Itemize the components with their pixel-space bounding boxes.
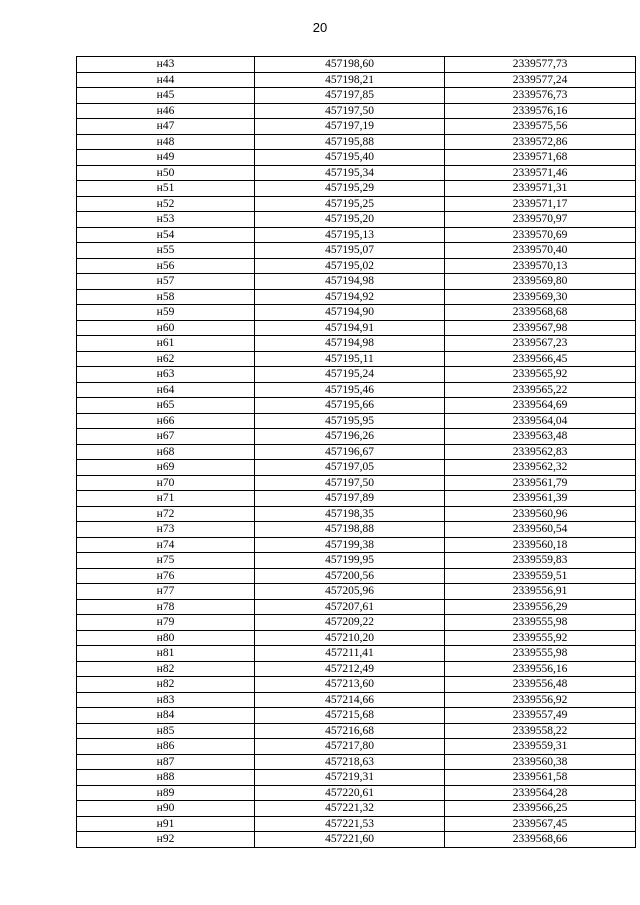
table-row xyxy=(77,630,636,646)
x-coordinate-cell: 457198,88 xyxy=(255,522,445,538)
point-name-cell: н80 xyxy=(77,630,255,646)
y-coordinate-cell: 2339571,46 xyxy=(445,165,636,181)
table-row xyxy=(77,444,636,460)
point-name-cell: н48 xyxy=(77,134,255,150)
y-coordinate-cell: 2339564,69 xyxy=(445,398,636,414)
table-row xyxy=(77,615,636,631)
x-coordinate-cell: 457195,07 xyxy=(255,243,445,259)
table-row xyxy=(77,305,636,321)
y-coordinate-cell: 2339560,96 xyxy=(445,506,636,522)
table-row xyxy=(77,72,636,88)
point-name-cell: н86 xyxy=(77,739,255,755)
table-row xyxy=(77,770,636,786)
y-coordinate-cell: 2339555,98 xyxy=(445,646,636,662)
y-coordinate-cell: 2339559,31 xyxy=(445,739,636,755)
y-coordinate-cell: 2339571,68 xyxy=(445,150,636,166)
table-row xyxy=(77,646,636,662)
x-coordinate-cell: 457209,22 xyxy=(255,615,445,631)
table-row xyxy=(77,801,636,817)
table-row xyxy=(77,258,636,274)
table-row xyxy=(77,227,636,243)
x-coordinate-cell: 457197,85 xyxy=(255,88,445,104)
table-row xyxy=(77,785,636,801)
table-row xyxy=(77,522,636,538)
y-coordinate-cell: 2339576,16 xyxy=(445,103,636,119)
point-name-cell: н74 xyxy=(77,537,255,553)
table-row xyxy=(77,351,636,367)
x-coordinate-cell: 457197,89 xyxy=(255,491,445,507)
y-coordinate-cell: 2339570,13 xyxy=(445,258,636,274)
x-coordinate-cell: 457197,19 xyxy=(255,119,445,135)
table-row xyxy=(77,134,636,150)
x-coordinate-cell: 457195,46 xyxy=(255,382,445,398)
x-coordinate-cell: 457214,66 xyxy=(255,692,445,708)
x-coordinate-cell: 457196,67 xyxy=(255,444,445,460)
y-coordinate-cell: 2339564,28 xyxy=(445,785,636,801)
point-name-cell: н62 xyxy=(77,351,255,367)
table-row xyxy=(77,537,636,553)
x-coordinate-cell: 457195,02 xyxy=(255,258,445,274)
x-coordinate-cell: 457207,61 xyxy=(255,599,445,615)
point-name-cell: н71 xyxy=(77,491,255,507)
point-name-cell: н75 xyxy=(77,553,255,569)
point-name-cell: н51 xyxy=(77,181,255,197)
x-coordinate-cell: 457195,34 xyxy=(255,165,445,181)
point-name-cell: н47 xyxy=(77,119,255,135)
table-row xyxy=(77,739,636,755)
point-name-cell: н69 xyxy=(77,460,255,476)
point-name-cell: н64 xyxy=(77,382,255,398)
y-coordinate-cell: 2339565,22 xyxy=(445,382,636,398)
table-row xyxy=(77,816,636,832)
point-name-cell: н50 xyxy=(77,165,255,181)
point-name-cell: н89 xyxy=(77,785,255,801)
point-name-cell: н72 xyxy=(77,506,255,522)
point-name-cell: н82 xyxy=(77,661,255,677)
point-name-cell: н67 xyxy=(77,429,255,445)
table-row xyxy=(77,88,636,104)
y-coordinate-cell: 2339556,92 xyxy=(445,692,636,708)
point-name-cell: н78 xyxy=(77,599,255,615)
x-coordinate-cell: 457210,20 xyxy=(255,630,445,646)
table-row xyxy=(77,274,636,290)
table-row xyxy=(77,460,636,476)
table-row xyxy=(77,692,636,708)
x-coordinate-cell: 457195,20 xyxy=(255,212,445,228)
table-row xyxy=(77,289,636,305)
point-name-cell: н61 xyxy=(77,336,255,352)
table-row xyxy=(77,677,636,693)
y-coordinate-cell: 2339567,98 xyxy=(445,320,636,336)
table-row xyxy=(77,584,636,600)
y-coordinate-cell: 2339569,30 xyxy=(445,289,636,305)
y-coordinate-cell: 2339560,18 xyxy=(445,537,636,553)
table-row xyxy=(77,243,636,259)
y-coordinate-cell: 2339556,16 xyxy=(445,661,636,677)
y-coordinate-cell: 2339577,73 xyxy=(445,57,636,73)
point-name-cell: н59 xyxy=(77,305,255,321)
y-coordinate-cell: 2339568,68 xyxy=(445,305,636,321)
x-coordinate-cell: 457194,91 xyxy=(255,320,445,336)
x-coordinate-cell: 457198,35 xyxy=(255,506,445,522)
y-coordinate-cell: 2339557,49 xyxy=(445,708,636,724)
point-name-cell: н91 xyxy=(77,816,255,832)
x-coordinate-cell: 457195,24 xyxy=(255,367,445,383)
table-row xyxy=(77,832,636,848)
y-coordinate-cell: 2339559,83 xyxy=(445,553,636,569)
coordinates-table xyxy=(76,56,636,848)
table-row xyxy=(77,103,636,119)
x-coordinate-cell: 457197,05 xyxy=(255,460,445,476)
y-coordinate-cell: 2339561,58 xyxy=(445,770,636,786)
x-coordinate-cell: 457221,32 xyxy=(255,801,445,817)
x-coordinate-cell: 457215,68 xyxy=(255,708,445,724)
table-row xyxy=(77,491,636,507)
point-name-cell: н52 xyxy=(77,196,255,212)
y-coordinate-cell: 2339556,29 xyxy=(445,599,636,615)
y-coordinate-cell: 2339555,98 xyxy=(445,615,636,631)
y-coordinate-cell: 2339561,79 xyxy=(445,475,636,491)
x-coordinate-cell: 457199,95 xyxy=(255,553,445,569)
x-coordinate-cell: 457194,98 xyxy=(255,336,445,352)
table-row xyxy=(77,413,636,429)
y-coordinate-cell: 2339577,24 xyxy=(445,72,636,88)
point-name-cell: н53 xyxy=(77,212,255,228)
x-coordinate-cell: 457197,50 xyxy=(255,475,445,491)
x-coordinate-cell: 457217,80 xyxy=(255,739,445,755)
table-row xyxy=(77,367,636,383)
y-coordinate-cell: 2339556,91 xyxy=(445,584,636,600)
x-coordinate-cell: 457199,38 xyxy=(255,537,445,553)
point-name-cell: н77 xyxy=(77,584,255,600)
point-name-cell: н44 xyxy=(77,72,255,88)
table-row xyxy=(77,336,636,352)
point-name-cell: н70 xyxy=(77,475,255,491)
x-coordinate-cell: 457200,56 xyxy=(255,568,445,584)
point-name-cell: н84 xyxy=(77,708,255,724)
point-name-cell: н45 xyxy=(77,88,255,104)
point-name-cell: н58 xyxy=(77,289,255,305)
table-row xyxy=(77,568,636,584)
point-name-cell: н68 xyxy=(77,444,255,460)
table-row xyxy=(77,382,636,398)
y-coordinate-cell: 2339571,17 xyxy=(445,196,636,212)
point-name-cell: н46 xyxy=(77,103,255,119)
y-coordinate-cell: 2339576,73 xyxy=(445,88,636,104)
table-row xyxy=(77,196,636,212)
x-coordinate-cell: 457195,25 xyxy=(255,196,445,212)
y-coordinate-cell: 2339562,32 xyxy=(445,460,636,476)
x-coordinate-cell: 457195,88 xyxy=(255,134,445,150)
point-name-cell: н43 xyxy=(77,57,255,73)
x-coordinate-cell: 457196,26 xyxy=(255,429,445,445)
y-coordinate-cell: 2339558,22 xyxy=(445,723,636,739)
y-coordinate-cell: 2339561,39 xyxy=(445,491,636,507)
point-name-cell: н63 xyxy=(77,367,255,383)
table-row xyxy=(77,553,636,569)
y-coordinate-cell: 2339567,45 xyxy=(445,816,636,832)
table-row xyxy=(77,708,636,724)
point-name-cell: н60 xyxy=(77,320,255,336)
table-row xyxy=(77,398,636,414)
y-coordinate-cell: 2339571,31 xyxy=(445,181,636,197)
x-coordinate-cell: 457212,49 xyxy=(255,661,445,677)
x-coordinate-cell: 457197,50 xyxy=(255,103,445,119)
x-coordinate-cell: 457219,31 xyxy=(255,770,445,786)
point-name-cell: н88 xyxy=(77,770,255,786)
y-coordinate-cell: 2339566,25 xyxy=(445,801,636,817)
y-coordinate-cell: 2339575,56 xyxy=(445,119,636,135)
y-coordinate-cell: 2339559,51 xyxy=(445,568,636,584)
y-coordinate-cell: 2339560,54 xyxy=(445,522,636,538)
x-coordinate-cell: 457221,53 xyxy=(255,816,445,832)
x-coordinate-cell: 457213,60 xyxy=(255,677,445,693)
y-coordinate-cell: 2339568,66 xyxy=(445,832,636,848)
point-name-cell: н81 xyxy=(77,646,255,662)
y-coordinate-cell: 2339570,97 xyxy=(445,212,636,228)
point-name-cell: н56 xyxy=(77,258,255,274)
point-name-cell: н90 xyxy=(77,801,255,817)
point-name-cell: н55 xyxy=(77,243,255,259)
y-coordinate-cell: 2339565,92 xyxy=(445,367,636,383)
x-coordinate-cell: 457194,92 xyxy=(255,289,445,305)
table-row xyxy=(77,165,636,181)
x-coordinate-cell: 457195,95 xyxy=(255,413,445,429)
table-row xyxy=(77,754,636,770)
y-coordinate-cell: 2339567,23 xyxy=(445,336,636,352)
y-coordinate-cell: 2339556,48 xyxy=(445,677,636,693)
table-row xyxy=(77,661,636,677)
y-coordinate-cell: 2339560,38 xyxy=(445,754,636,770)
table-row xyxy=(77,599,636,615)
point-name-cell: н66 xyxy=(77,413,255,429)
x-coordinate-cell: 457211,41 xyxy=(255,646,445,662)
x-coordinate-cell: 457195,66 xyxy=(255,398,445,414)
point-name-cell: н82 xyxy=(77,677,255,693)
y-coordinate-cell: 2339570,40 xyxy=(445,243,636,259)
point-name-cell: н87 xyxy=(77,754,255,770)
coordinates-table-body xyxy=(77,57,636,848)
table-row xyxy=(77,475,636,491)
x-coordinate-cell: 457195,11 xyxy=(255,351,445,367)
x-coordinate-cell: 457216,68 xyxy=(255,723,445,739)
x-coordinate-cell: 457218,63 xyxy=(255,754,445,770)
table-row xyxy=(77,181,636,197)
table-row xyxy=(77,119,636,135)
table-row xyxy=(77,212,636,228)
point-name-cell: н83 xyxy=(77,692,255,708)
x-coordinate-cell: 457220,61 xyxy=(255,785,445,801)
table-row xyxy=(77,150,636,166)
y-coordinate-cell: 2339572,86 xyxy=(445,134,636,150)
x-coordinate-cell: 457221,60 xyxy=(255,832,445,848)
point-name-cell: н49 xyxy=(77,150,255,166)
point-name-cell: н76 xyxy=(77,568,255,584)
x-coordinate-cell: 457205,96 xyxy=(255,584,445,600)
x-coordinate-cell: 457194,98 xyxy=(255,274,445,290)
x-coordinate-cell: 457195,40 xyxy=(255,150,445,166)
page-number: 20 xyxy=(312,20,328,35)
point-name-cell: н57 xyxy=(77,274,255,290)
point-name-cell: н54 xyxy=(77,227,255,243)
point-name-cell: н65 xyxy=(77,398,255,414)
y-coordinate-cell: 2339562,83 xyxy=(445,444,636,460)
y-coordinate-cell: 2339564,04 xyxy=(445,413,636,429)
x-coordinate-cell: 457194,90 xyxy=(255,305,445,321)
table-row xyxy=(77,506,636,522)
point-name-cell: н73 xyxy=(77,522,255,538)
y-coordinate-cell: 2339569,80 xyxy=(445,274,636,290)
table-row xyxy=(77,429,636,445)
y-coordinate-cell: 2339555,92 xyxy=(445,630,636,646)
y-coordinate-cell: 2339566,45 xyxy=(445,351,636,367)
x-coordinate-cell: 457195,13 xyxy=(255,227,445,243)
x-coordinate-cell: 457198,60 xyxy=(255,57,445,73)
point-name-cell: н79 xyxy=(77,615,255,631)
table-row xyxy=(77,57,636,73)
point-name-cell: н92 xyxy=(77,832,255,848)
point-name-cell: н85 xyxy=(77,723,255,739)
y-coordinate-cell: 2339563,48 xyxy=(445,429,636,445)
x-coordinate-cell: 457195,29 xyxy=(255,181,445,197)
table-row xyxy=(77,723,636,739)
table-row xyxy=(77,320,636,336)
x-coordinate-cell: 457198,21 xyxy=(255,72,445,88)
y-coordinate-cell: 2339570,69 xyxy=(445,227,636,243)
